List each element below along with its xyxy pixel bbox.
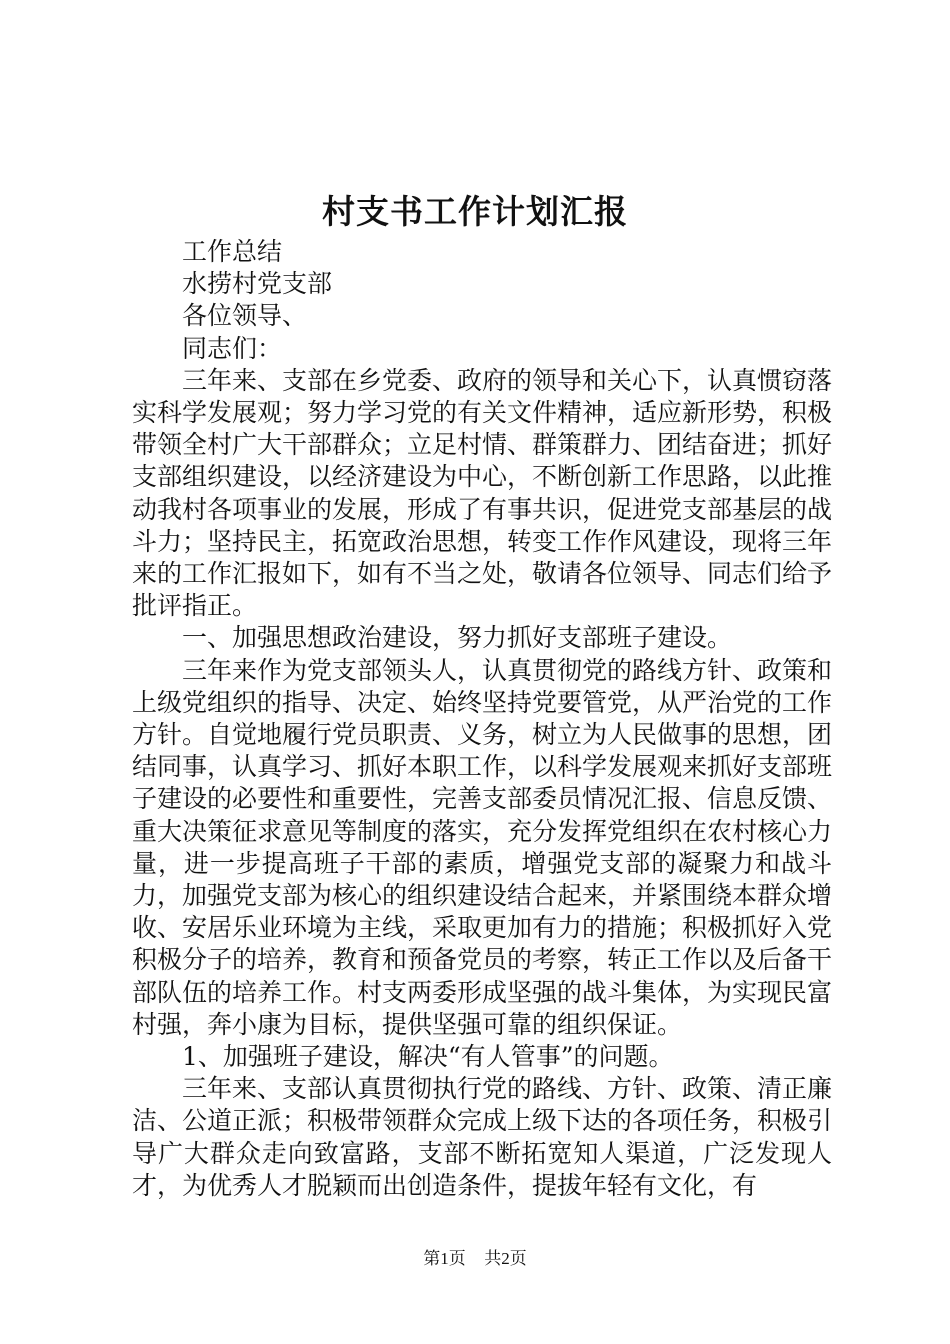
paragraph-section-1: 三年来作为党支部领头人，认真贯彻党的路线方针、政策和上级党组织的指导、决定、始终坚持党要管党，从严治党的工作方针。自觉地履行党员职责、义务，树立为人民做事的思想，团结同事，认真学习、抓好本职工作，以科学发展观来抓好支部班子建设的必要性和重要性，完善支部委员情况汇报、信息反馈、重大决策征求意见等制度的落实，充分发挥党组织在农村核心力量，进一步提高班子干部的素质，增强党支部的凝聚力和战斗力，加强党支部为核心的组织建设结合起来，并紧围绕本群众增收、安居乐业环境为主线，采取更加有力的措施；积极抓好入党积极分子的培养，教育和预备党员的考察，转正工作以及后备干部队伍的培养工作。村支两委形成坚强的战斗集体，为实现民富村强，奔小康为目标，提供坚强可靠的组织保证。 [132, 655, 833, 1039]
document-title: 村支书工作计划汇报 [322, 192, 628, 231]
paragraph-subsection-1: 三年来、支部认真贯彻执行党的路线、方针、政策、清正廉洁、公道正派；积极带领群众完成上级下达的各项任务，积极引导广大群众走向致富路，支部不断拓宽知人渠道，广泛发现人才，为优秀人才脱颖而出创造条件，提拔年轻有文化，有 [132, 1074, 833, 1200]
paragraph-intro: 三年来、支部在乡党委、政府的领导和关心下，认真惯窃落实科学发展观；努力学习党的有关文件精神，适应新形势，积极带领全村广大干部群众；立足村情、群策群力、团结奋进；抓好支部组织建设，以经济建设为中心，不断创新工作思路，以此推动我村各项事业的发展，形成了有事共识，促进党支部基层的战斗力；坚持民主，拓宽政治思想，转变工作作风建设，现将三年来的工作汇报如下，如有不当之处，敬请各位领导、同志们给予批评指正。 [132, 365, 833, 621]
page-footer [0, 1244, 950, 1269]
page-number: 第1页 [423, 1249, 466, 1268]
section-heading-1: 一、加强思想政治建设，努力抓好支部班子建设。 [182, 623, 733, 653]
document-body [132, 236, 832, 1202]
subsection-heading-1: 1、加强班子建设，解决“有人管事”的问题。 [182, 1042, 674, 1072]
paragraph-organization: 水捞村党支部 [182, 269, 333, 299]
paragraph-heading-summary: 工作总结 [182, 237, 283, 266]
paragraph-salutation-comrades: 同志们： [182, 333, 283, 363]
paragraph-salutation-leaders: 各位领导、 [182, 301, 308, 331]
page-total: 共2页 [484, 1249, 527, 1268]
